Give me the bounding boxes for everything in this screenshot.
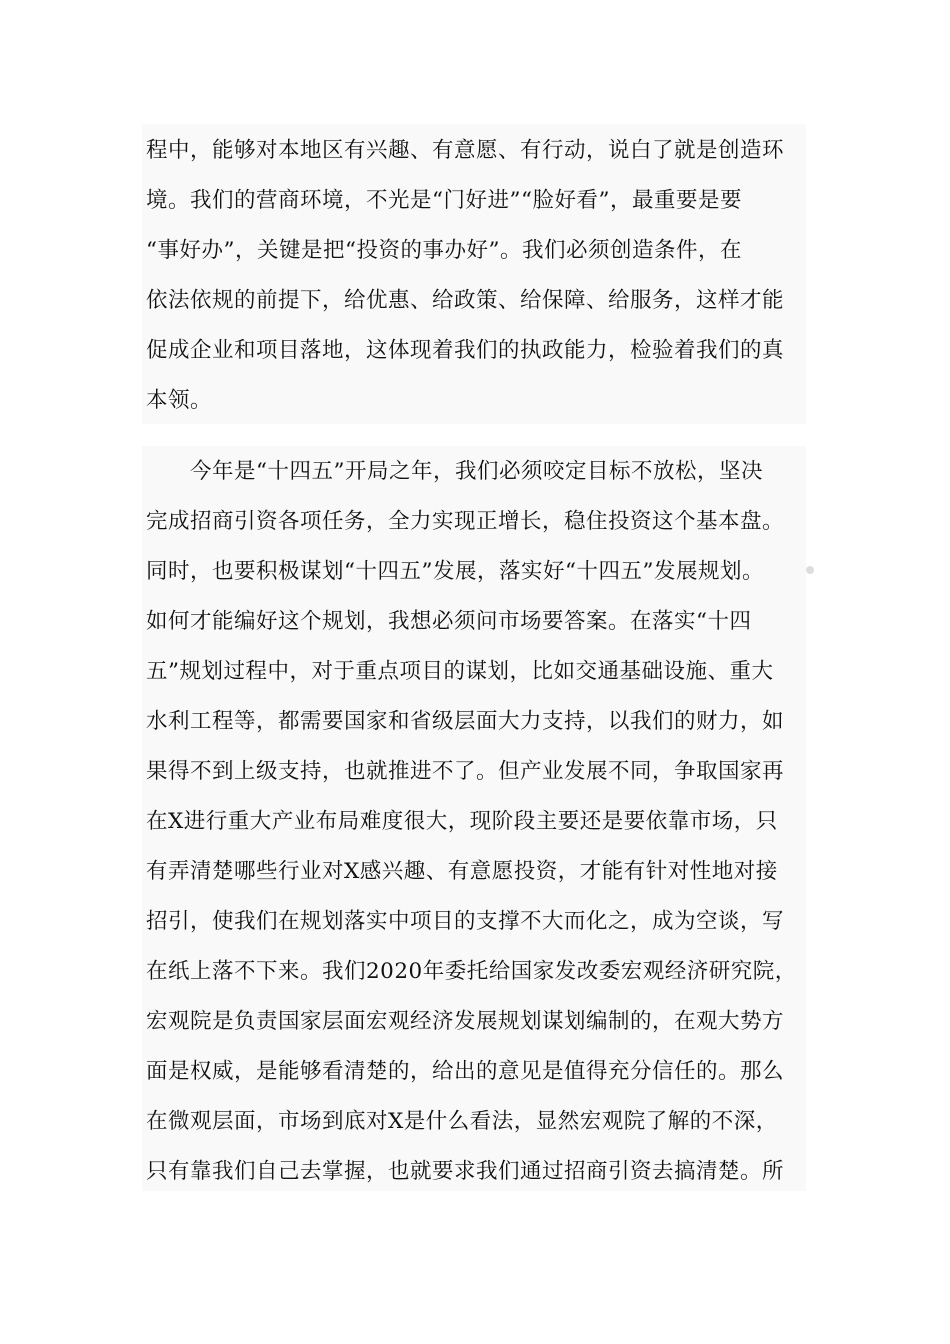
paragraph-line: 同时，也要积极谋划“十四五”发展，落实好“十四五”发展规划。 bbox=[146, 559, 764, 584]
paragraph-line: 完成招商引资各项任务，全力实现正增长，稳住投资这个基本盘。 bbox=[146, 509, 785, 534]
paragraph-line: 水利工程等，都需要国家和省级层面大力支持，以我们的财力，如 bbox=[146, 709, 785, 734]
paragraph-2 bbox=[142, 446, 806, 1191]
paragraph-line: 依法依规的前提下，给优惠、给政策、给保障、给服务，这样才能 bbox=[146, 288, 785, 313]
paragraph-line: 有弄清楚哪些行业对X感兴趣、有意愿投资，才能有针对性地对接 bbox=[146, 859, 778, 884]
paragraph-line: 本领。 bbox=[146, 388, 213, 413]
paragraph-line: 境。我们的营商环境，不光是“门好进”“脸好看”，最重要是要 bbox=[146, 188, 742, 213]
paragraph-line: 在纸上落不下来。我们2020年委托给国家发改委宏观经济研究院， bbox=[146, 959, 797, 984]
paragraph-1 bbox=[142, 124, 806, 424]
paragraph-line: 面是权威，是能够看清楚的，给出的意见是值得充分信任的。那么 bbox=[146, 1059, 785, 1084]
paragraph-line: 在X进行重大产业布局难度很大，现阶段主要还是要依靠市场，只 bbox=[146, 809, 778, 834]
page-marker-dot bbox=[806, 566, 814, 574]
paragraph-line: “事好办”，关键是把“投资的事办好”。我们必须创造条件，在 bbox=[146, 238, 742, 263]
paragraph-line: 五”规划过程中，对于重点项目的谋划，比如交通基础设施、重大 bbox=[146, 659, 774, 684]
paragraph-line: 程中，能够对本地区有兴趣、有意愿、有行动，说白了就是创造环 bbox=[146, 138, 785, 163]
paragraph-line: 在微观层面，市场到底对X是什么看法，显然宏观院了解的不深， bbox=[146, 1109, 778, 1134]
paragraph-line: 只有靠我们自己去掌握，也就要求我们通过招商引资去搞清楚。所 bbox=[146, 1159, 785, 1184]
paragraph-line: 招引，使我们在规划落实中项目的支撑不大而化之，成为空谈，写 bbox=[146, 909, 785, 934]
paragraph-line: 宏观院是负责国家层面宏观经济发展规划谋划编制的，在观大势方 bbox=[146, 1009, 785, 1034]
paragraph-line: 今年是“十四五”开局之年，我们必须咬定目标不放松，坚决 bbox=[146, 459, 763, 484]
paragraph-line: 如何才能编好这个规划，我想必须问市场要答案。在落实“十四 bbox=[146, 609, 752, 634]
paragraph-line: 果得不到上级支持，也就推进不了。但产业发展不同，争取国家再 bbox=[146, 759, 785, 784]
paragraph-line: 促成企业和项目落地，这体现着我们的执政能力，检验着我们的真 bbox=[146, 338, 785, 363]
